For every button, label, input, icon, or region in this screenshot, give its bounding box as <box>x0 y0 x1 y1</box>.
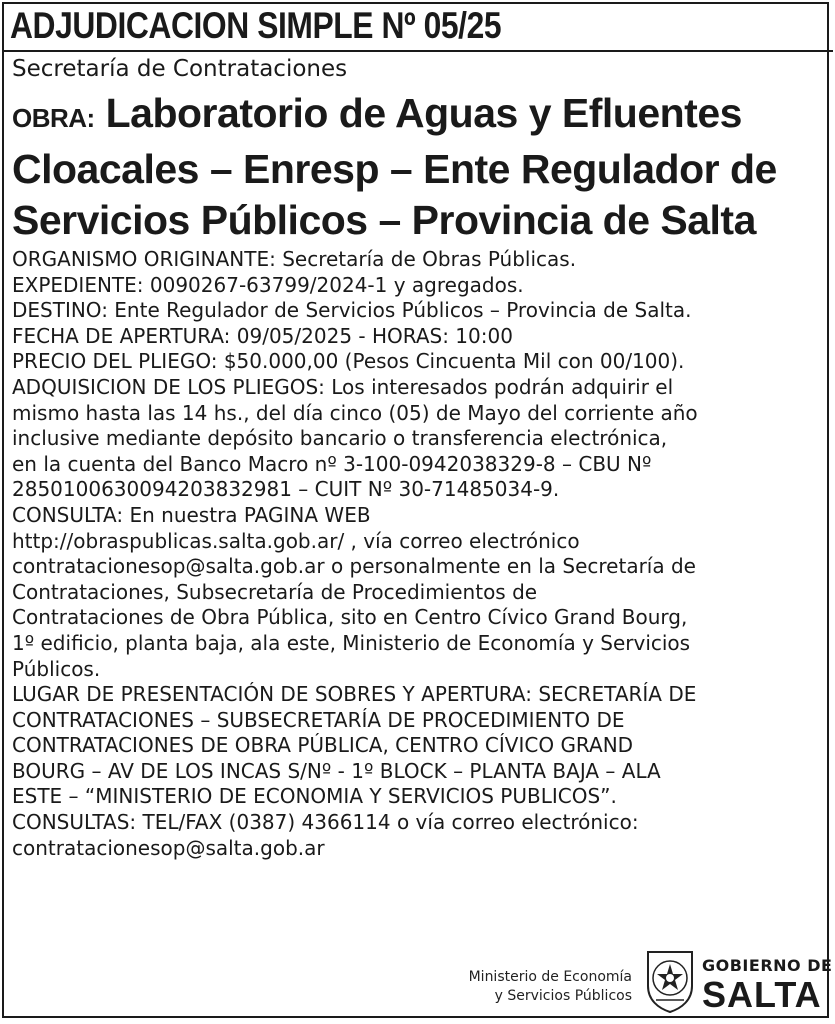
obra-line-1 <box>12 88 815 144</box>
body-line: CONTRATACIONES – SUBSECRETARÍA DE PROCEDIMIENTO DE <box>12 707 625 732</box>
body-line: EXPEDIENTE: 0090267-63799/2024-1 y agregados. <box>12 272 524 297</box>
body-line: CONTRATACIONES DE OBRA PÚBLICA, CENTRO CÍVICO GRAND <box>12 733 634 758</box>
obra-label: OBRA: <box>12 103 95 133</box>
body-line: ADQUISICION DE LOS PLIEGOS: Los interesados podrán adquirir el <box>12 374 674 399</box>
body-line: PRECIO DEL PLIEGO: $50.000,00 (Pesos Cincuenta Mil con 00/100). <box>12 349 685 374</box>
obra-heading <box>12 88 815 246</box>
body-line: 1º edificio, planta baja, ala este, Ministerio de Economía y Servicios <box>12 630 691 655</box>
obra-text-1: Laboratorio de Aguas y Efluentes <box>105 90 742 136</box>
title-bar <box>2 2 833 52</box>
ministry-line-2: y Servicios Públicos <box>494 988 632 1004</box>
body-line: Públicos. <box>12 656 101 681</box>
salta-label: SALTA <box>702 974 822 1015</box>
obra-line-3: Servicios Públicos – Provincia de Salta <box>12 197 756 243</box>
body-line: CONSULTA: En nuestra PAGINA WEB <box>12 502 371 527</box>
body-line[interactable]: http://obraspublicas.salta.gob.ar/ , vía correo electrónico <box>12 528 580 553</box>
notice-title: ADJUDICACION SIMPLE Nº 05/25 <box>10 5 502 46</box>
body-line: CONSULTAS: TEL/FAX (0387) 4366114 o vía correo electrónico: <box>12 810 639 835</box>
body-line: ESTE – “MINISTERIO DE ECONOMIA Y SERVICIOS PUBLICOS”. <box>12 784 617 809</box>
provincial-seal-icon <box>642 948 698 1014</box>
body-line: BOURG – AV DE LOS INCAS S/Nº - 1º BLOCK – PLANTA BAJA – ALA <box>12 758 661 783</box>
body-line: DESTINO: Ente Regulador de Servicios Públicos – Provincia de Salta. <box>12 298 692 323</box>
obra-line-2: Cloacales – Enresp – Ente Regulador de <box>12 146 777 192</box>
notice-subtitle: Secretaría de Contrataciones <box>12 56 348 82</box>
body-line[interactable]: contratacionesop@salta.gob.ar <box>12 835 325 860</box>
gobierno-label: GOBIERNO DE <box>702 956 833 975</box>
body-line: 2850100630094203832981 – CUIT Nº 30-71485034-9. <box>12 477 560 502</box>
ministry-line-1: Ministerio de Economía <box>468 969 632 985</box>
body-line: Contrataciones, Subsecretaría de Procedimientos de <box>12 579 538 604</box>
body-line: FECHA DE APERTURA: 09/05/2025 - HORAS: 10:00 <box>12 323 513 348</box>
notice-body <box>12 247 818 861</box>
body-line: mismo hasta las 14 hs., del día cinco (05) de Mayo del corriente año <box>12 400 698 425</box>
body-line: en la cuenta del Banco Macro nº 3-100-0942038329-8 – CBU Nº <box>12 451 652 476</box>
body-line: Contrataciones de Obra Pública, sito en Centro Cívico Grand Bourg, <box>12 605 688 630</box>
ministry-name <box>469 968 632 1006</box>
footer <box>440 948 833 1016</box>
body-line: ORGANISMO ORIGINANTE: Secretaría de Obras Públicas. <box>12 247 577 271</box>
body-line: LUGAR DE PRESENTACIÓN DE SOBRES Y APERTURA: SECRETARÍA DE <box>12 682 697 707</box>
body-line[interactable]: contratacionesop@salta.gob.ar o personalmente en la Secretaría de <box>12 554 696 579</box>
body-line: inclusive mediante depósito bancario o transferencia electrónica, <box>12 426 668 451</box>
